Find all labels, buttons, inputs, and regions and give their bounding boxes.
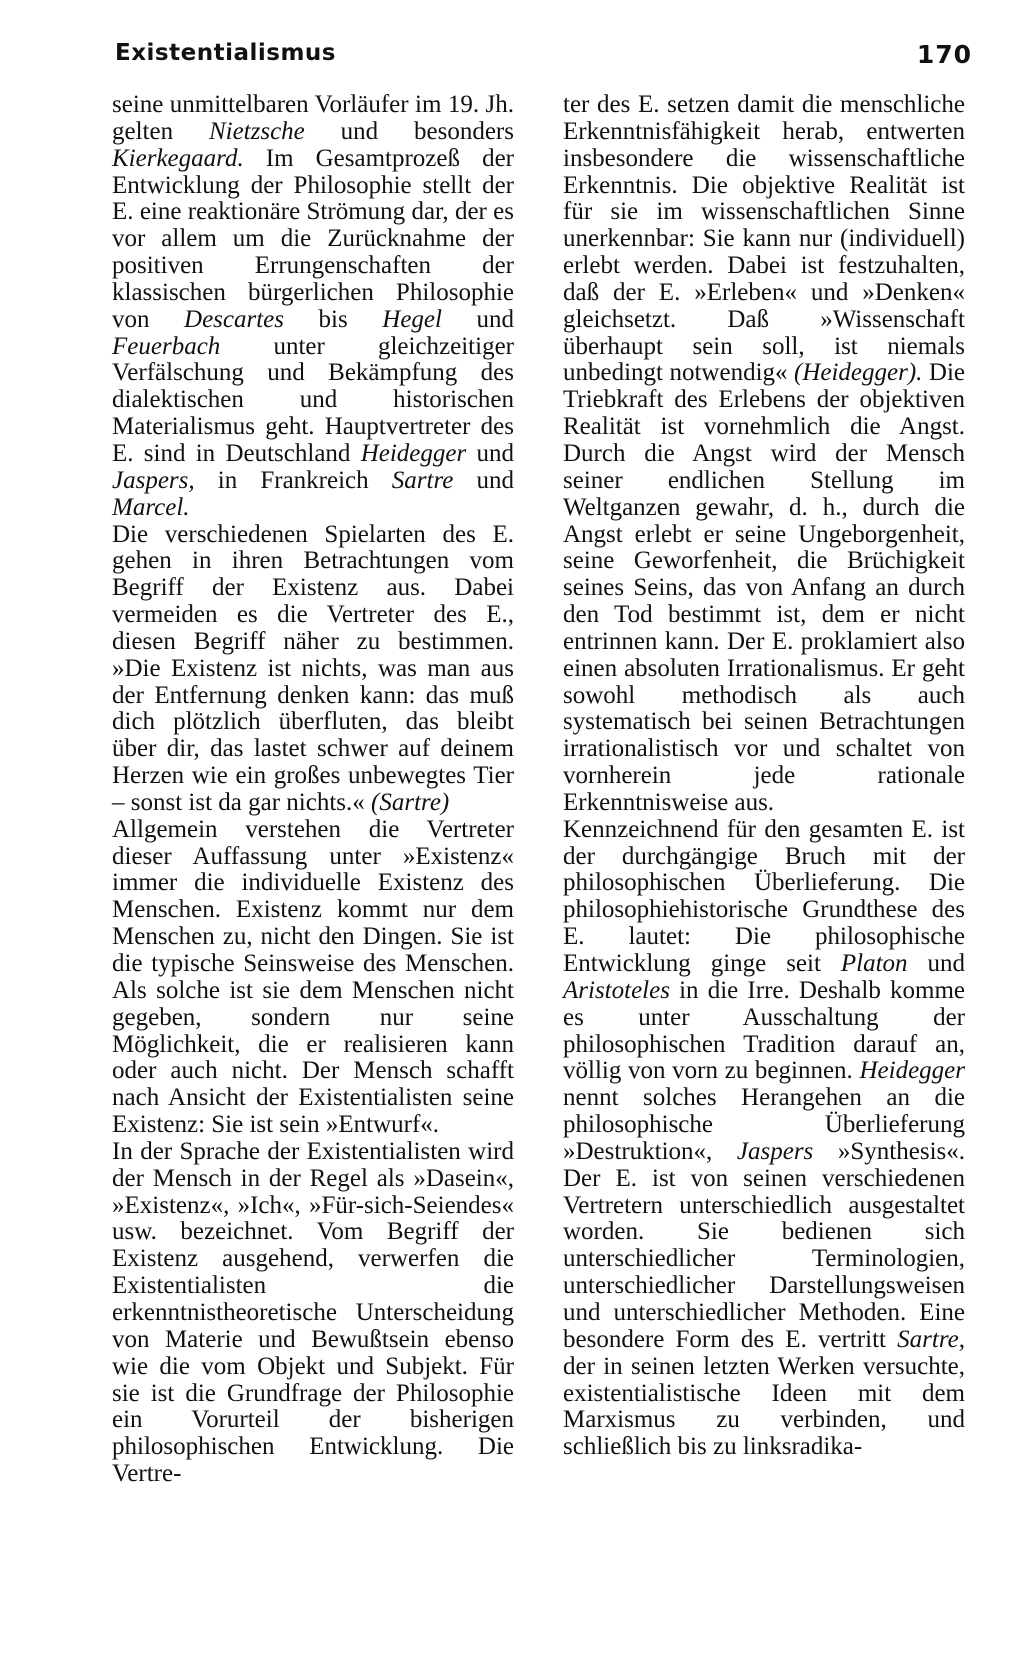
italic-name: Heidegger: [360, 439, 467, 467]
text-run: Die verschiedenen Spielarten des E. gehen in ihren Betrachtungen vom Begriff der Existenz aus. Dabei vermeiden es die Vertreter des E., diesen Begriff näher zu bestimmen. »Die Existenz ist nichts, was man aus der Entfernung denken kann: das muß dich plötzlich überfluten, das bleibt über dir, das lastet schwer auf deinem Herzen wie ein großes unbewegtes Tier – sonst ist da gar nichts.«: [112, 520, 514, 816]
italic-name: (Heidegger).: [794, 359, 923, 387]
text-run: nennt solches Herangehen an die philosophische Überlieferung »Destruktion«,: [563, 1084, 965, 1165]
text-run: der in seinen letzten Werken versuchte, existentialistische Ideen mit dem Marxismus zu verbinden, und schließlich bis zu linksradika-: [563, 1352, 965, 1461]
paragraph: [563, 817, 965, 1461]
italic-name: Sartre: [391, 466, 454, 494]
italic-name: Platon: [840, 950, 908, 977]
right-text-column: [563, 92, 965, 1461]
italic-name: (Sartre): [371, 788, 450, 816]
text-run: und: [441, 305, 514, 333]
italic-name: Marcel.: [112, 493, 190, 521]
text-run: In der Sprache der Existentialisten wird der Mensch in der Regel als »Dasein«, »Existenz«, »Ich«, »Für-sich-Seiendes« usw. bezeichnet. Vom Begriff der Existenz ausgehend, verwerfen die Existentialisten die erkenntnistheoretische Unterscheidung von Materie und Bewußtsein ebenso wie die vom Objekt und Subjekt. Für sie ist die Grundfrage der Philosophie ein Vorurteil der bisherigen philosophischen Entwicklung. Die Vertre-: [112, 1137, 514, 1488]
text-run: und: [466, 439, 515, 467]
italic-name: Sartre,: [897, 1325, 965, 1353]
text-run: Kennzeichnend für den gesamten E. ist der durchgängige Bruch mit der philosophischen Überlieferung. Die philosophiehistorische Grundthese des E. lautet: Die philosophische Entwicklung ginge seit: [563, 815, 965, 977]
text-run: seine unmittelbaren Vorläufer im 19. Jh. gelten: [112, 91, 514, 145]
italic-name: Hegel: [382, 305, 442, 333]
text-run: Die Triebkraft des Erlebens der objektiven Realität ist vornehmlich die Angst. Durch die Angst wird der Mensch seiner endlichen Stellung im Weltganzen gewahr, d. h., durch die Angst erlebt er seine Ungeborgenheit, seine Geworfenheit, die Brüchigkeit seines Seins, das von Anfang an durch den Tod bestimmt ist, dem er nicht entrinnen kann. Der E. proklamiert also einen absoluten Irrationalismus. Er geht sowohl methodisch als auch systematisch bei seinen Betrachtungen irrationalistisch vor und schaltet von vornherein jede rationale Erkenntnisweise aus.: [563, 359, 965, 816]
italic-name: Nietzsche: [208, 117, 305, 145]
paragraph: [563, 92, 965, 817]
paragraph: [112, 522, 514, 817]
text-run: und besonders: [304, 117, 514, 145]
paragraph: [112, 817, 514, 1139]
text-run: unter gleichzeitiger Verfälschung und Bekämpfung des dialektischen und historischen Materialismus geht. Hauptvertreter des E. sind in Deutschland: [112, 332, 514, 467]
text-run: Allgemein verstehen die Vertreter dieser Auffassung unter »Existenz« immer die individuelle Existenz des Menschen. Existenz kommt nur dem Menschen zu, nicht den Dingen. Sie ist die typische Seinsweise des Menschen. Als solche ist sie dem Menschen nicht gegeben, sondern nur seine Möglichkeit, die er realisieren kann oder auch nicht. Der Mensch schafft nach Ansicht der Existentialisten seine Existenz: Sie ist sein »Entwurf«.: [112, 815, 514, 1139]
running-header-title: Existentialismus: [115, 40, 336, 66]
italic-name: Descartes: [184, 305, 285, 333]
text-run: in die Irre. Deshalb komme es unter Ausschaltung der philosophischen Tradition darauf an, völlig von vorn zu beginnen.: [563, 976, 965, 1085]
text-run: und: [453, 466, 515, 494]
italic-name: Feuerbach: [112, 332, 221, 360]
text-run: Im Gesamtprozeß der Entwicklung der Philosophie stellt der E. eine reaktionäre Strömung dar, der es vor allem um die Zurücknahme der positiven Errungenschaften der klassischen bürgerlichen Philosophie von: [112, 144, 514, 333]
paragraph: [112, 92, 514, 522]
italic-name: Jaspers: [736, 1137, 814, 1165]
italic-name: Kierkegaard.: [112, 144, 244, 172]
italic-name: Jaspers,: [112, 466, 195, 494]
italic-name: Heidegger: [859, 1057, 965, 1085]
left-text-column: [112, 92, 514, 1488]
text-run: in Frankreich: [194, 466, 392, 494]
page-number: 170: [916, 40, 972, 69]
text-run: und: [907, 950, 965, 977]
text-run: »Synthesis«. Der E. ist von seinen verschiedenen Vertretern unterschiedlich ausgestaltet worden. Sie bedienen sich unterschiedlicher Terminologien, unterschiedlicher Darstellungsweisen und unterschiedlicher Methoden. Eine besondere Form des E. vertritt: [563, 1137, 965, 1353]
text-run: ter des E. setzen damit die menschliche Erkenntnisfähigkeit herab, entwerten insbesondere die wissenschaftliche Erkenntnis. Die objektive Realität ist für sie im wissenschaftlichen Sinne unerkennbar: Sie kann nur (individuell) erlebt werden. Dabei ist festzuhalten, daß der E. »Erleben« und »Denken« gleichsetzt. Daß »Wissenschaft überhaupt sein soll, ist niemals unbedingt notwendig«: [563, 91, 965, 387]
italic-name: Aristoteles: [563, 976, 670, 1004]
paragraph: [112, 1139, 514, 1488]
text-run: bis: [284, 305, 383, 333]
